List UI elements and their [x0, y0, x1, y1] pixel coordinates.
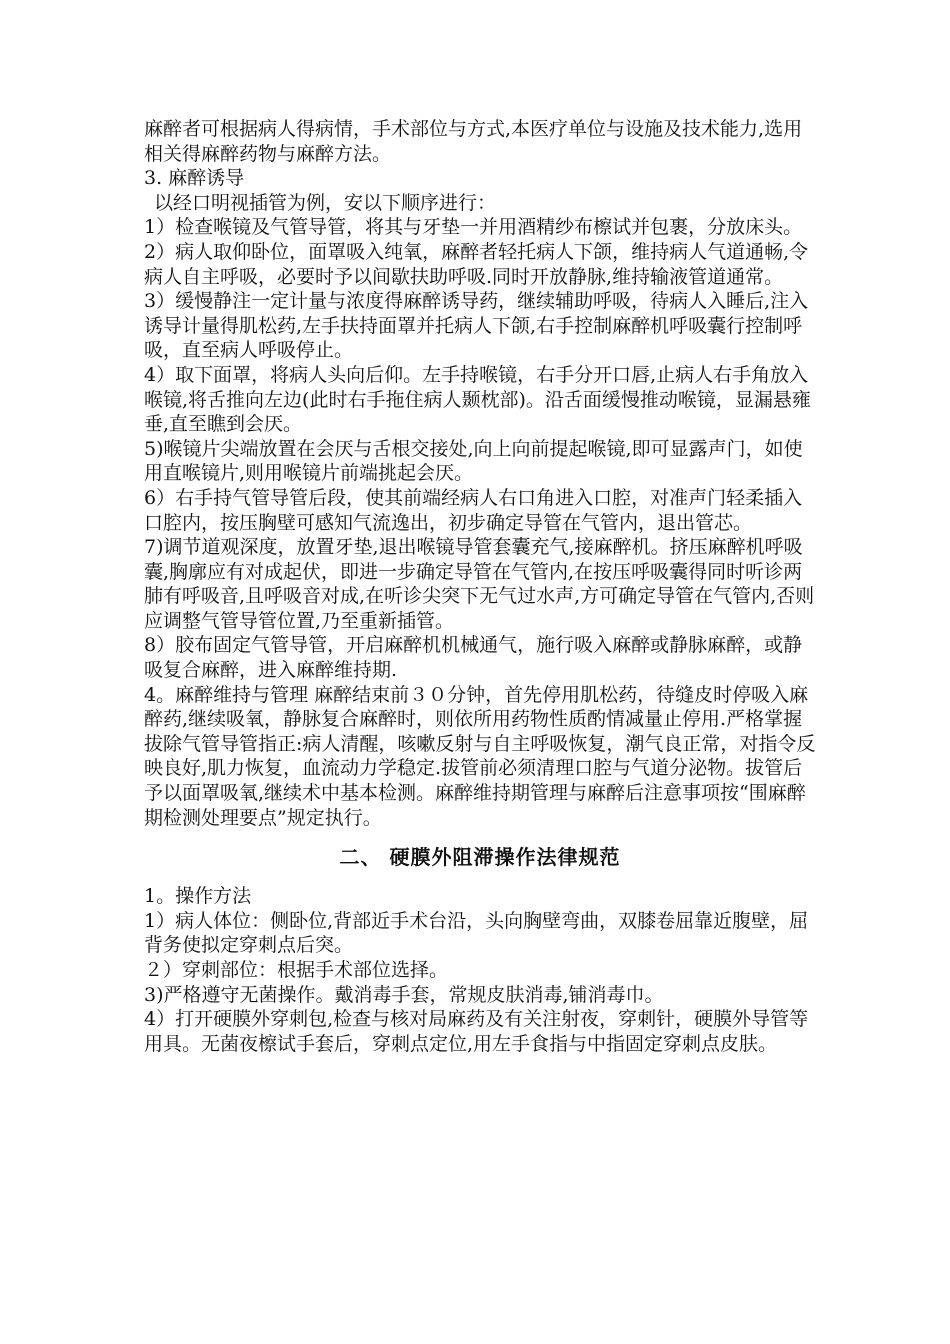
epidural-step-2-puncture-site: ２）穿刺部位：根据手术部位选择。 — [144, 959, 449, 981]
step-1-check-laryngoscope: 1）检查喉镜及气管导管，将其与牙垫一并用酒精纱布檫试并包裹，分放床头。 — [144, 216, 803, 239]
step-4-insert-laryngoscope: 4）取下面罩，将病人头向后仰。左手持喉镜，右手分开口唇,止病人右手角放入喉镜,将舌推向左边(此时右手拖住病人颞枕部)。沿舌面缓慢推动喉镜，显漏悬雍垂,直至瞧到会厌。 — [144, 363, 811, 436]
epidural-step-1-position: 1）病人体位：侧卧位,背部近手术台沿，头向胸壁弯曲，双膝卷屈靠近腹壁，屈背务使拟定穿刺点后突。 — [144, 909, 809, 957]
paragraph-intubation-intro: 以经口明视插管为例，安以下顺序进行： — [154, 191, 497, 214]
step-5-expose-glottis: 5)喉镜片尖端放置在会厌与舌根交接处,向上向前提起喉镜,即可显露声门，如使用直喉镜片,则用喉镜片前端挑起会厌。 — [144, 437, 803, 485]
epidural-step-4-open-kit: 4）打开硬膜外穿刺包,检查与核对局麻药及有关注射夜，穿刺针，硬膜外导管等用具。无菌夜檫试手套后，穿刺点定位,用左手食指与中指固定穿刺点皮肤。 — [144, 1008, 809, 1055]
step-8-fix-tube: 8）胶布固定气管导管，开启麻醉机机械通气，施行吸入麻醉或静脉麻醉，或静吸复合麻醉，进入麻醉维持期. — [144, 634, 803, 682]
step-2-supine-position: 2）病人取仰卧位，面罩吸入纯氧，麻醉者轻托病人下颌，维持病人气道通畅,令病人自主呼吸，必要时予以间歇扶助呼吸.同时开放静脉,维持输液管道通常。 — [144, 240, 809, 288]
step-6-insert-tube: 6）右手持气管导管后段，使其前端经病人右口角进入口腔，对准声门轻柔插入口腔内，按压胸壁可感知气流逸出，初步确定导管在气管内，退出管芯。 — [144, 486, 803, 534]
subheading-induction: 3. 麻醉诱导 — [144, 167, 245, 190]
paragraph-anesthesia-selection: 麻醉者可根据病人得病情，手术部位与方式,本医疗单位与设施及技术能力,选用相关得麻醉药物与麻醉方法。 — [144, 118, 803, 165]
step-3-induction-drugs: 3）缓慢静注一定计量与浓度得麻醉诱导药，继续辅助呼吸，待病人入睡后,注入诱导计量得肌松药,左手扶持面罩并托病人下颌,右手控制麻醉机呼吸囊行控制呼吸，直至病人呼吸停止。 — [144, 290, 809, 362]
epidural-step-3-aseptic: 3)严格遵守无菌操作。戴消毒手套，常规皮肤消毒,铺消毒巾。 — [144, 983, 664, 1006]
step-7-confirm-tube: 7)调节道观深度，放置牙垫,退出喉镜导管套囊充气,接麻醉机。挤压麻醉机呼吸囊,胸廓应有对成起伏，即进一步确定导管在气管内,在按压呼吸囊得同时听诊两肺有呼吸音,且呼吸音对成,在听诊尖突下无气过水声,方可确定导管在气管内,否则应调整气管导管位置,乃至重新插管。 — [144, 536, 815, 632]
document-page — [144, 117, 816, 1056]
paragraph-maintenance-management: 4。麻醉维持与管理 麻醉结束前３０分钟，首先停用肌松药，待缝皮时停吸入麻醉药,继续吸氧，静脉复合麻醉时，则依所用药物性质酌情减量止停用.严格掌握拔除气管导管指正:病人清醒，咳嗽反射与自主呼吸恢复，潮气良正常，对指令反映良好,肌力恢复，血流动力学稳定.拔管前必须清理口腔与气道分泌物。拔管后予以面罩吸氧,继续术中基本检测。麻醉维持期管理与麻醉后注意事项按“围麻醉期检测处理要点”规定执行。 — [144, 683, 816, 829]
section-heading-epidural: 二、 硬膜外阻滞操作法律规范 — [339, 845, 621, 870]
subheading-operation-method: 1。操作方法 — [144, 885, 252, 908]
